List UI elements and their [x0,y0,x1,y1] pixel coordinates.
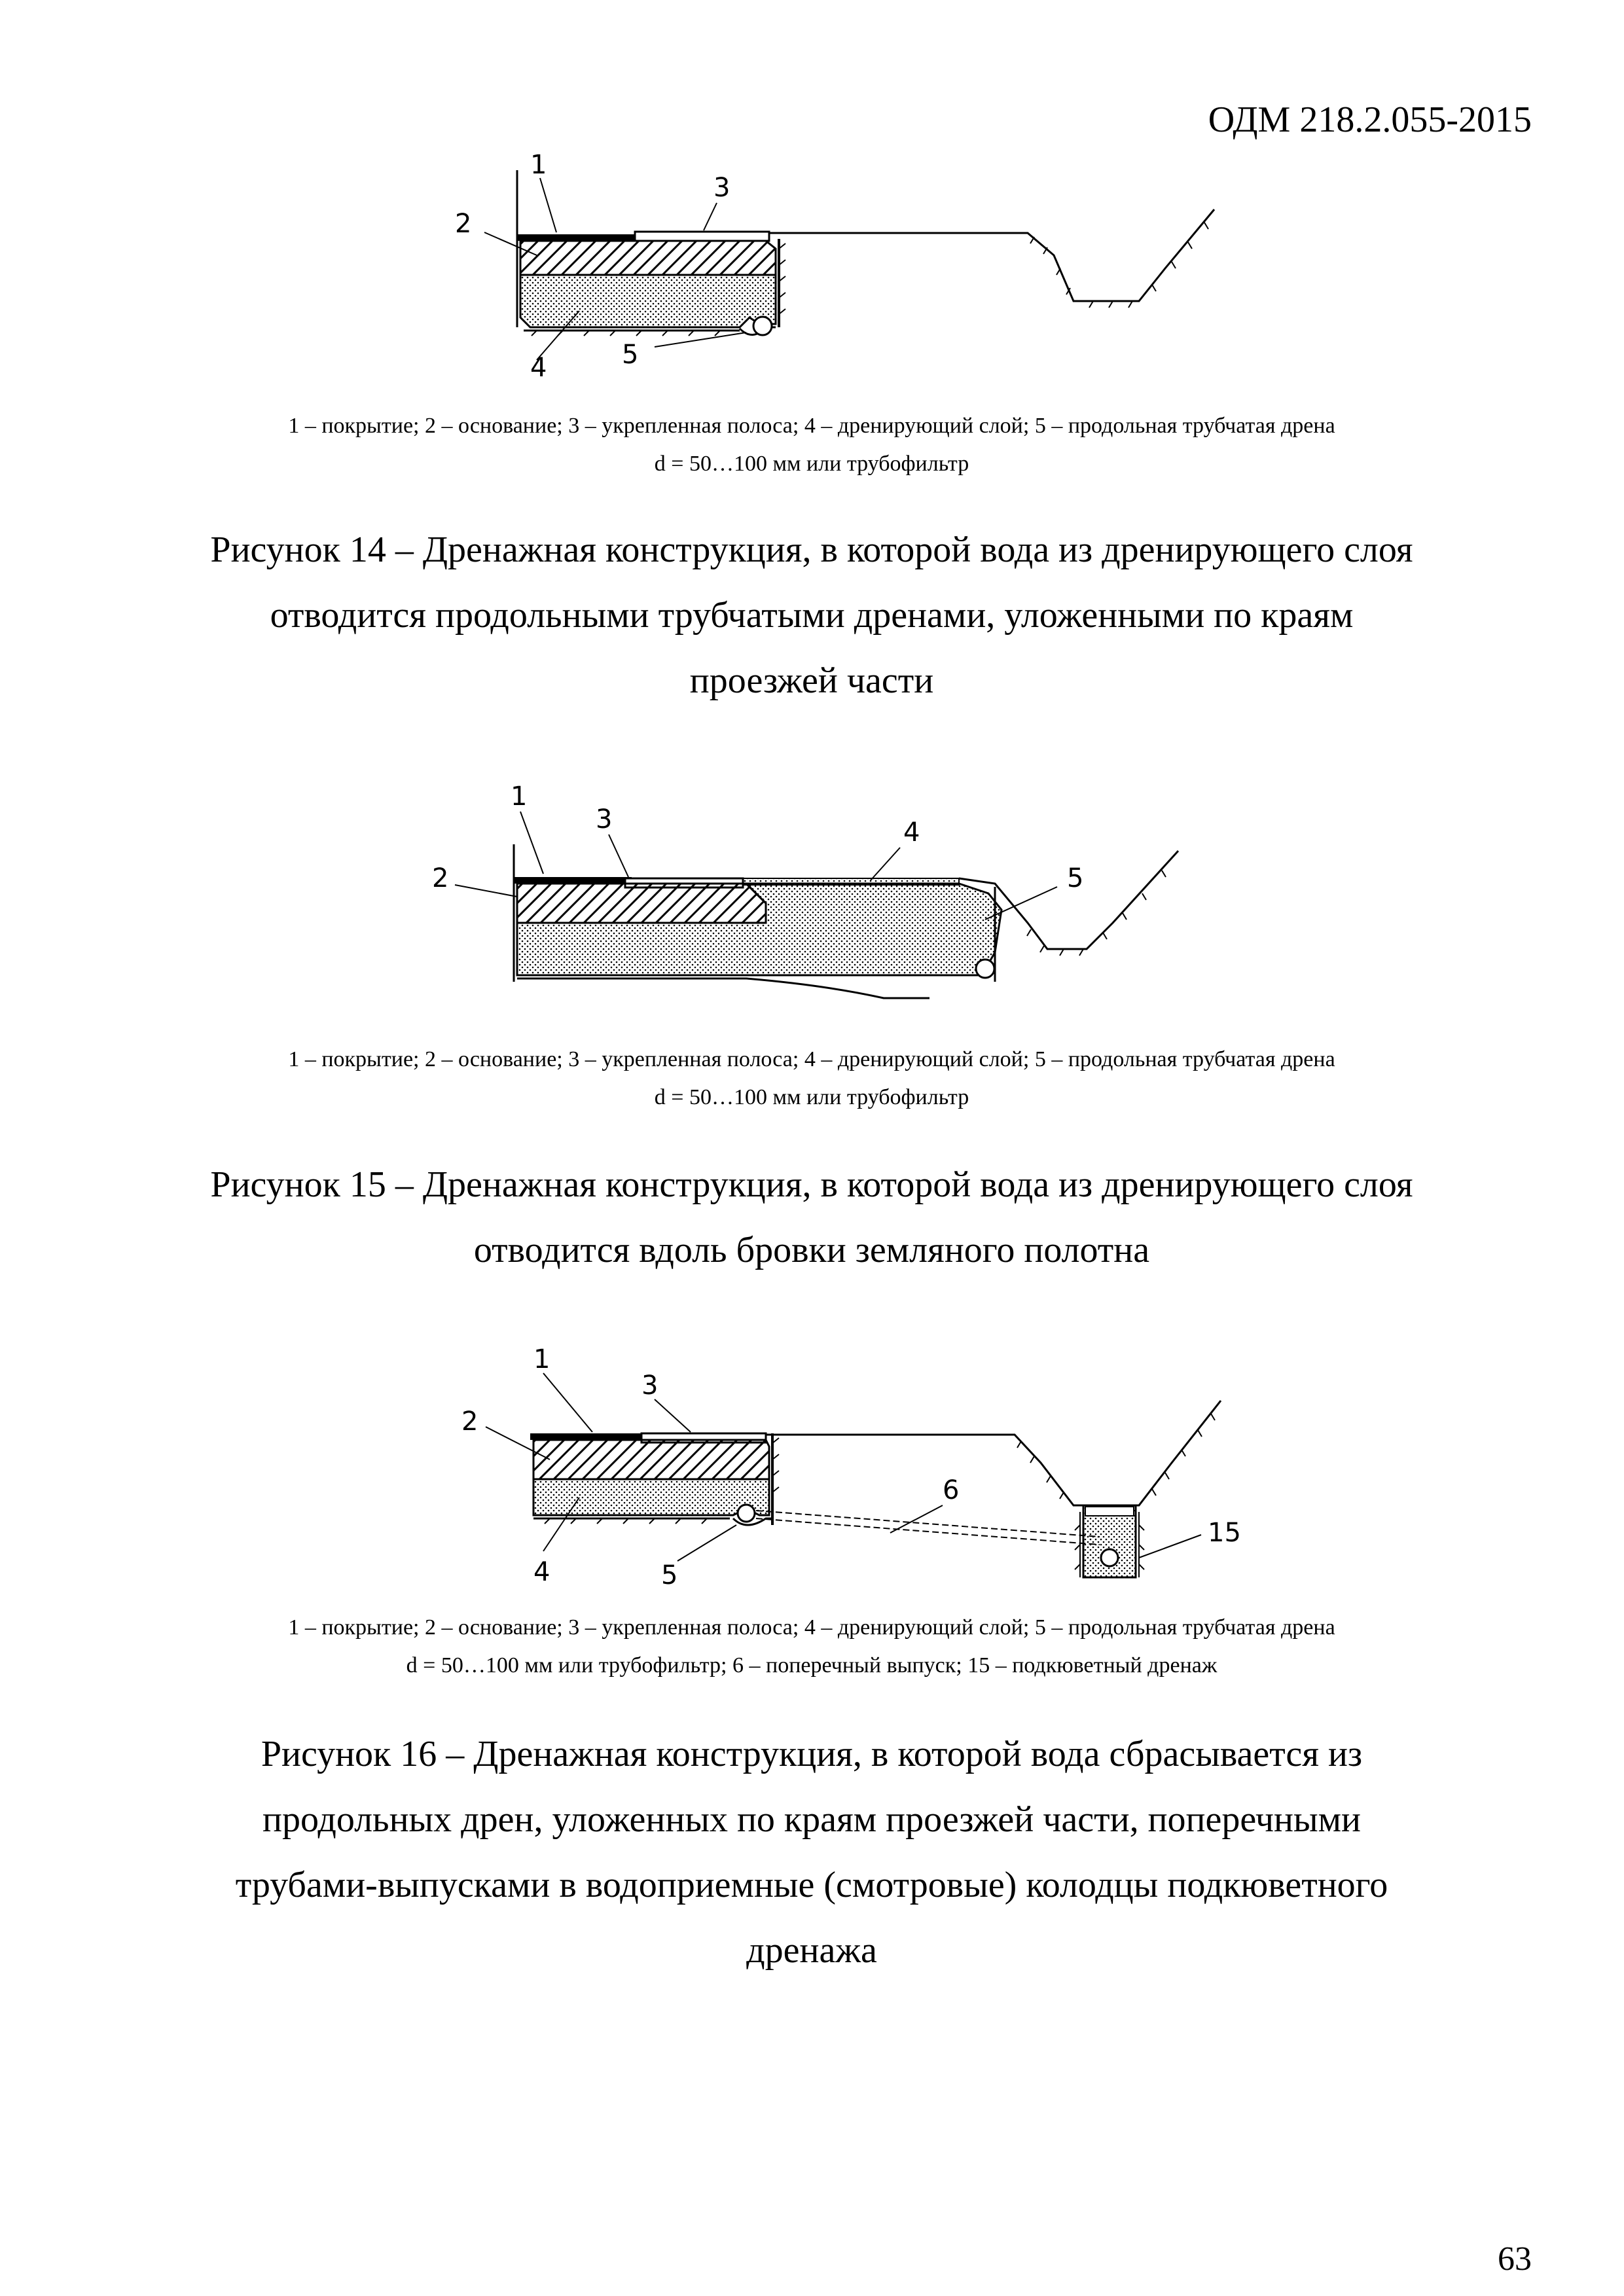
drain-pipe [753,317,772,335]
caption-line: Рисунок 16 – Дренажная конструкция, в которой вода сбрасывается из [261,1734,1363,1774]
document-code: ОДМ 218.2.055-2015 [1208,99,1532,140]
label-1: 1 [511,781,528,812]
label-4: 4 [533,1557,550,1587]
figure-14-legend [196,407,1427,483]
well-drain-pipe [1101,1549,1118,1566]
transverse-outlet [756,1511,1100,1545]
label-3: 3 [596,804,613,834]
drain-pipe [738,1505,755,1522]
reinforced-strip [635,232,769,241]
drainage-layer [533,1479,769,1515]
figure-15-legend [196,1041,1427,1117]
figure-15-drawing [419,781,1322,1008]
label-4: 4 [903,817,920,848]
drain-pipe [976,960,994,978]
caption-line: трубами-выпусками в водоприемные (смотровые) колодцы подкюветного [235,1865,1388,1905]
label-6: 6 [943,1475,960,1505]
label-5: 5 [661,1560,678,1590]
label-5: 5 [622,340,639,370]
legend-line: d = 50…100 мм или трубофильтр [654,1085,969,1109]
legend-line: 1 – покрытие; 2 – основание; 3 – укрепленная полоса; 4 – дренирующий слой; 5 – продольная трубчатая дрена [288,414,1335,438]
label-1: 1 [530,150,547,180]
base-layer [517,884,766,923]
caption-line: Рисунок 14 – Дренажная конструкция, в которой вода из дренирующего слоя [210,529,1413,570]
caption-line: проезжей части [689,660,934,701]
figure-16-caption [196,1721,1427,1983]
label-15: 15 [1208,1518,1241,1548]
legend-line: 1 – покрытие; 2 – основание; 3 – укрепленная полоса; 4 – дренирующий слой; 5 – продольная трубчатая дрена [288,1047,1335,1071]
figure-14-drawing [455,150,1309,399]
label-5: 5 [1067,863,1084,893]
label-3: 3 [713,173,731,203]
label-1: 1 [533,1344,550,1374]
figure-14-caption [196,517,1427,713]
ground-surface [769,209,1214,301]
figure-16-legend [196,1609,1427,1685]
legend-line: d = 50…100 мм или трубофильтр; 6 – поперечный выпуск; 15 – подкюветный дренаж [406,1653,1218,1677]
label-2: 2 [455,209,472,239]
base-layer [520,241,776,275]
caption-line: отводится вдоль бровки земляного полотна [473,1230,1150,1270]
page-number: 63 [1498,2240,1532,2278]
label-2: 2 [432,863,449,893]
base-layer [533,1440,769,1479]
label-3: 3 [641,1371,659,1401]
label-2: 2 [461,1407,478,1437]
caption-line: дренажа [746,1930,877,1971]
caption-line: отводится продольными трубчатыми дренами, уложенными по краям [270,595,1354,636]
figure-16-drawing [445,1329,1322,1590]
caption-line: Рисунок 15 – Дренажная конструкция, в которой вода из дренирующего слоя [210,1164,1413,1205]
drainage-layer [520,275,776,327]
legend-line: 1 – покрытие; 2 – основание; 3 – укрепленная полоса; 4 – дренирующий слой; 5 – продольная трубчатая дрена [288,1615,1335,1640]
label-4: 4 [530,353,547,383]
legend-line: d = 50…100 мм или трубофильтр [654,452,969,476]
figure-15-caption [196,1152,1427,1283]
caption-line: продольных дрен, уложенных по краям проезжей части, поперечными [262,1799,1361,1840]
